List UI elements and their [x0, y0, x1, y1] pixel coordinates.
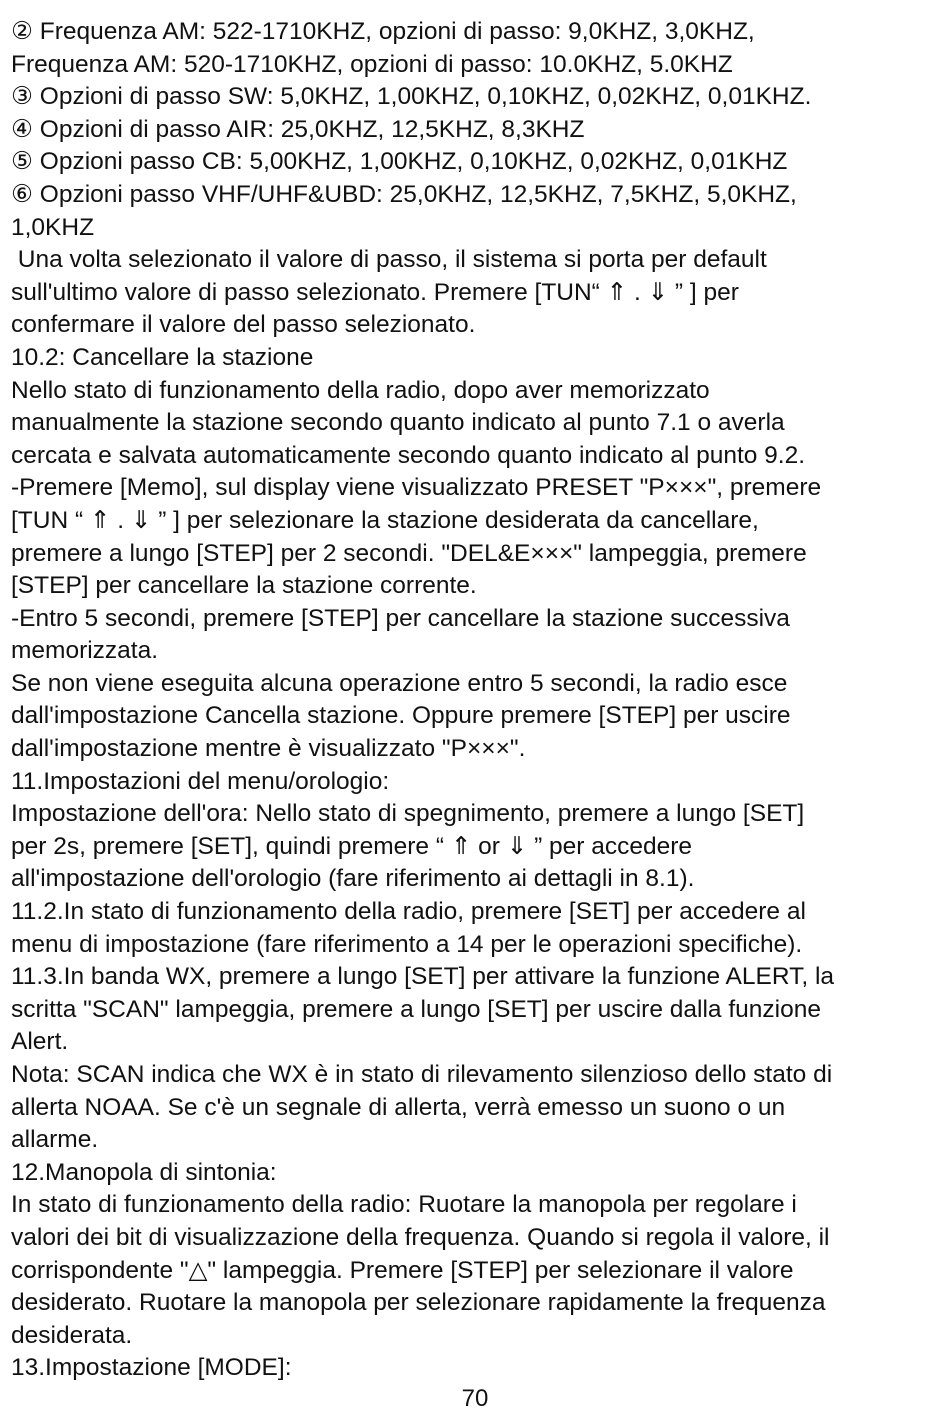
- text-line: valori dei bit di visualizzazione della frequenza. Quando si regola il valore, il: [11, 1223, 830, 1251]
- text-line: all'impostazione dell'orologio (fare riferimento ai dettagli in 8.1).: [11, 865, 695, 893]
- text-line: memorizzata.: [11, 637, 159, 665]
- text-line: [TUN “ ⇑ . ⇓ ” ] per selezionare la stazione desiderata da cancellare,: [11, 506, 759, 534]
- section-heading: 12.Manopola di sintonia:: [11, 1158, 277, 1186]
- text-line: Una volta selezionato il valore di passo, il sistema si porta per default: [11, 246, 767, 274]
- text-line: ⑤ Opzioni passo CB: 5,00KHZ, 1,00KHZ, 0,10KHZ, 0,02KHZ, 0,01KHZ: [11, 148, 788, 176]
- text-line: manualmente la stazione secondo quanto indicato al punto 7.1 o averla: [11, 409, 785, 437]
- text-line: corrispondente "△" lampeggia. Premere [STEP] per selezionare il valore: [11, 1256, 794, 1284]
- text-line: Se non viene eseguita alcuna operazione entro 5 secondi, la radio esce: [11, 669, 788, 697]
- text-line: sull'ultimo valore di passo selezionato. Premere [TUN“ ⇑ . ⇓ ” ] per: [11, 278, 739, 306]
- text-line: Nota: SCAN indica che WX è in stato di rilevamento silenzioso dello stato di: [11, 1061, 833, 1088]
- text-line: Frequenza AM: 520-1710KHZ, opzioni di passo: 10.0KHZ, 5.0KHZ: [11, 50, 733, 78]
- text-line: confermare il valore del passo selezionato.: [11, 311, 476, 339]
- text-line: allerta NOAA. Se c'è un segnale di allerta, verrà emesso un suono o un: [11, 1093, 786, 1121]
- text-line: -Premere [Memo], sul display viene visualizzato PRESET "P×××", premere: [11, 474, 822, 502]
- text-line: Impostazione dell'ora: Nello stato di spegnimento, premere a lungo [SET]: [11, 800, 805, 828]
- text-line: -Entro 5 secondi, premere [STEP] per cancellare la stazione successiva: [11, 604, 790, 632]
- text-line: scritta "SCAN" lampeggia, premere a lungo [SET] per uscire dalla funzione: [11, 995, 821, 1023]
- manual-text-body: [11, 16, 938, 1385]
- text-line: ③ Opzioni di passo SW: 5,0KHZ, 1,00KHZ, 0,10KHZ, 0,02KHZ, 0,01KHZ.: [11, 83, 812, 111]
- text-line: dall'impostazione mentre è visualizzato "P×××".: [11, 735, 526, 763]
- text-line: menu di impostazione (fare riferimento a 14 per le operazioni specifiche).: [11, 930, 803, 958]
- text-line: allarme.: [11, 1126, 99, 1154]
- page-number: 70: [461, 1385, 489, 1412]
- text-line: 1,0KHZ: [11, 213, 95, 241]
- text-line: ④ Opzioni di passo AIR: 25,0KHZ, 12,5KHZ, 8,3KHZ: [11, 115, 585, 143]
- section-heading: 13.Impostazione [MODE]:: [11, 1354, 292, 1382]
- text-line: desiderato. Ruotare la manopola per selezionare rapidamente la frequenza: [11, 1289, 826, 1317]
- section-heading: 11.Impostazioni del menu/orologio:: [11, 767, 390, 795]
- text-line: 11.3.In banda WX, premere a lungo [SET] per attivare la funzione ALERT, la: [11, 963, 835, 991]
- text-line: Nello stato di funzionamento della radio, dopo aver memorizzato: [11, 376, 710, 404]
- text-line: ⑥ Opzioni passo VHF/UHF&UBD: 25,0KHZ, 12,5KHZ, 7,5KHZ, 5,0KHZ,: [11, 180, 797, 208]
- text-line: In stato di funzionamento della radio: Ruotare la manopola per regolare i: [11, 1191, 797, 1219]
- text-line: premere a lungo [STEP] per 2 secondi. "DEL&E×××" lampeggia, premere: [11, 539, 807, 567]
- text-line: 11.2.In stato di funzionamento della radio, premere [SET] per accedere al: [11, 898, 806, 926]
- text-line: ② Frequenza AM: 522-1710KHZ, opzioni di passo: 9,0KHZ, 3,0KHZ,: [11, 18, 755, 45]
- text-line: per 2s, premere [SET], quindi premere “ ⇑ or ⇓ ” per accedere: [11, 832, 693, 860]
- text-line: [STEP] per cancellare la stazione corrente.: [11, 572, 477, 600]
- text-line: desiderata.: [11, 1321, 133, 1349]
- text-line: Alert.: [11, 1028, 69, 1056]
- text-line: dall'impostazione Cancella stazione. Oppure premere [STEP] per uscire: [11, 702, 791, 730]
- section-heading: 10.2: Cancellare la stazione: [11, 343, 314, 371]
- text-line: cercata e salvata automaticamente secondo quanto indicato al punto 9.2.: [11, 441, 806, 469]
